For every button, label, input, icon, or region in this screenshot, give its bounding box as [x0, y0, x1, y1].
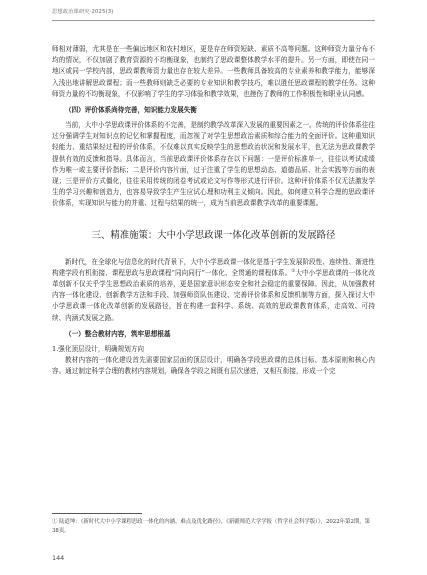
- paragraph-evaluation: 当前，大中小学思政课评价体系的不完善，是制约教学改革深入发展的重要因素之一。传统的评价体系往往过分强调学生对知识点的记忆和掌握程度，而忽视了对学生思想政治素质和综合能力的全面评价。这种重知识轻能力、重结果轻过程的评价体系，不仅难以真实反映学生的思想政治状况和发展水平，也无法为思政课教学提供有效的反馈和指导。具体而言，当前思政课评价体系存在以下问题：一是评价标准单一，往往以考试成绩作为唯一或主要评价指标；二是评价内容片面，过于注重了学生的思想动态、道德品质、社会实践等方面的表现；三是评价方式僵化，往往采用传统的闭卷考试或论文写作等形式进行评价。这种评价体系不仅无法激发学生的学习兴趣和创造力，也容易导致学生产生应试心理和功利主义倾向。因此，如何建立科学合理的思政课评价体系，实现知识与能力的并重、过程与结果的统一，成为当前思政课教学改革的重要课题。: [52, 121, 375, 208]
- paragraph-new-era: [52, 257, 375, 324]
- page-number: 144: [52, 554, 65, 562]
- subheading-evaluation: （四）评价体系尚待完善，知识能力发展失衡: [65, 106, 197, 115]
- footnote-ref-marker[interactable]: ①: [291, 268, 296, 274]
- article-body: [52, 44, 375, 377]
- footnote: [52, 518, 375, 535]
- paragraph-teacher-resources: 师相对薄弱，尤其是在一些偏远地区和农村地区，更是存在师资短缺、素质不高等问题。这种师资力量分布不均的情况，不仅加剧了教育资源的不均衡现象，也制约了思政课整体教学水平的提升。另一方面，即使在同一地区或同一学校内部，思政课教师资力量也存在较大差异。一些教师具备较高的专业素养和教学能力，能够深入浅出地讲解思政课程；而一些教师则缺乏必要的专业知识和教学技巧，难以胜任思政课程的教学任务。这种师资力量的不均衡现象，不仅影响了学生的学习体验和教学效果，也挫伤了教师的工作积极性和职业认同感。: [52, 45, 375, 98]
- footnote-marker: ①: [52, 519, 58, 525]
- section-title-paths: 三、精准施策：大中小学思政课一体化改革创新的发展路径: [91, 229, 336, 241]
- header-rule: [52, 20, 375, 21]
- subheading-textbook: （一）整合教材内容，筑牢思想根基: [65, 329, 171, 338]
- minor-heading-top-design: 1.强化顶层设计，明确规划方向: [52, 344, 145, 353]
- paragraph-textbook-design: 教材内容的一体化建设首先需要国家层面的顶层设计，明确各学段思政课的总体目标、基本原则和核心内容。通过制定科学合理的教材内容规划，确保各学段之间既有层次递进，又相互衔接，形成一个完: [52, 356, 375, 376]
- paragraph-new-era-continued: 大中小学思政课的一体化改革创新不仅关乎学生思想政治素质的培养，更是国家意识形态安全和社会稳定的重要保障。因此，从加强教材内容一体化建设、创新教学方法和手段、加强师资队伍建设、完善评价体系和反馈机制等方面，探入探讨大中小学思政课一体化改革创新的发展路径，旨在构建一套科学、系统、高效的思政课教育体系，走高效、可持续、内涵式发展之路。: [52, 268, 375, 322]
- footnote-text: 陆道坤：《新时代大中小学课程思政一体化的内涵、难点及优化路径》，《新疆师范大学学报（哲学社会科学版）》，2022年第2期，第38页。: [52, 519, 371, 534]
- paragraph-new-era-text: 新时代，在全球化与信息化的时代背景下，大中小学思政课一体化是基于学生发展阶段性、连续性、渐进性构建学段有机衔接、课程思政与思政课程“同向同行”一体化、全贯通的课程体系。: [52, 257, 375, 277]
- footnote-rule: [52, 513, 142, 514]
- running-header: 思想政治课研究·2025(3): [52, 9, 114, 15]
